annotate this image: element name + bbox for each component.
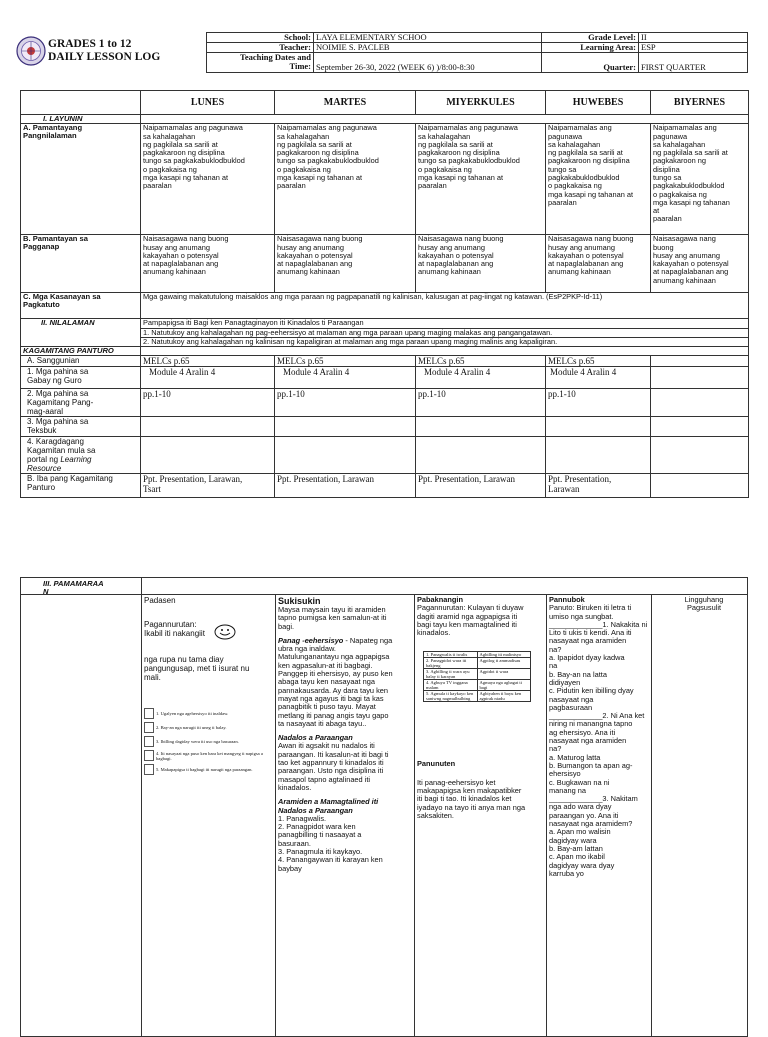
- miy-cell: Agmaya nga agbagat ti bagi: [477, 680, 531, 691]
- miyerkules-activity: [417, 596, 543, 820]
- miyerkules-instruction: Pagannurutan: Kulayan ti duyaw dagiti aramid nga agpapigsa iti bagi tayu ken mamagtalined iti kinadalos.: [417, 603, 524, 638]
- r4-huwebes: [546, 437, 651, 474]
- r1-bot-miyerkules: Module 4 Aralin 4: [416, 367, 546, 389]
- martes-paraangan-heading: Nadalos a Paraangan: [278, 733, 353, 743]
- sanggunian-label: A. Sanggunian: [21, 356, 141, 367]
- r1-bot-biyernes: [651, 367, 749, 389]
- row-b-biyernes: Naisasagawa nang buong husay ang anumang kakayahan o potensyal at napaglalabanan ang anumang kahinaan: [651, 235, 749, 293]
- miyerkules-heading: Pabaknangin: [417, 595, 463, 604]
- r4-biyernes: [651, 437, 749, 474]
- martes-intro: Maysa maysain tayu iti aramiden tapno pumigsa ken samalun-at iti bagi.: [278, 605, 387, 631]
- checkbox[interactable]: [144, 750, 154, 761]
- check-item: [144, 708, 272, 719]
- row-a-lunes: Naipamamalas ang pagunawa sa kahalagahan ng pagkilala sa sarili at pagkakaroon ng disiplina tungo sa pagkakabuklodbuklod o pagkakaisa ng mga kasapi ng tahanan at paaralan: [141, 124, 275, 235]
- checkbox[interactable]: [144, 722, 154, 733]
- row-a-label: A. Pamantayang Pangnilalaman: [21, 124, 141, 235]
- day-biyernes: BIYERNES: [651, 91, 749, 115]
- row-c-label: C. Mga Kasanayan sa Pagkatuto: [21, 293, 141, 319]
- rb-huwebes: Ppt. Presentation, Larawan: [546, 474, 651, 498]
- quarter-label: Quarter:: [542, 53, 639, 73]
- school-value: LAYA ELEMENTARY SCHOO: [314, 33, 542, 43]
- header-logo: [16, 33, 46, 69]
- r1-top-biyernes: [651, 356, 749, 367]
- huwebes-activity: [549, 596, 649, 878]
- row-a-miyerkules: Naipamamalas ang pagunawa sa kahalagahan ng pagkilala sa sarili at pagkakaroon ng disiplina tungo sa pagkakabuklodbuklod o pagkakaisa ng mga kasapi ng tahanan at paaralan: [416, 124, 546, 235]
- r2-huwebes: pp.1-10: [546, 389, 651, 417]
- r1-top-huwebes: MELCs p.65: [546, 356, 651, 367]
- check-item-text: 4. Iti nasayaat nga puso ken bara ket mangyeg ti napigsa a bagbagi.: [156, 750, 263, 761]
- r4-label-italic: Learning Resource: [27, 455, 92, 474]
- r1-bot-lunes: Module 4 Aralin 4: [141, 367, 275, 389]
- miy-cell: Agpilog ti ammadisau: [477, 658, 531, 669]
- school-label: School:: [207, 33, 314, 43]
- check-item-text: 1. Ugalyen nga agehersisyo iti inaldaw.: [156, 711, 229, 716]
- smiley-face-icon: [214, 615, 236, 642]
- check-item: [144, 736, 272, 747]
- row-a-biyernes: Naipamamalas ang pagunawa sa kahalagahan ng pagkilala sa sarili at pagkakaroon ng disiplina tungo sa pagkakabuklodbuklod o pagkakaisa ng mga kasapi ng tahanan at paaralan: [651, 124, 749, 235]
- teaching-dates-label-line2: Time:: [289, 61, 311, 71]
- huwebes-heading: Pannubok: [549, 595, 585, 604]
- martes-paraangan: [278, 734, 412, 792]
- grade-level-value: II: [639, 33, 748, 43]
- lunes-checklist: [144, 708, 272, 775]
- check-item: [144, 722, 272, 733]
- lunes-instruction-2: nga rupa nu tama diay pangungusap, met ti isurat nu mali.: [144, 655, 250, 682]
- nilalaman-title: Pampapigsa iti Bagi ken Panagtaginayon iti Kinadalos ti Paraangan: [141, 319, 749, 328]
- miy-cell: Agbiyahen ti bayu ken agpirak niadu: [477, 691, 531, 702]
- r4-lunes: [141, 437, 275, 474]
- rb-lunes: Ppt. Presentation, Larawan, Tsart: [141, 474, 275, 498]
- lunes-instruction: [144, 611, 272, 647]
- martes-ehersisyo: [278, 637, 412, 728]
- martes-ehersisyo-text: - Napateg nga ubra nga inaldaw. Matulunganantayu nga agpapigsa ken agpasalun-at iti bagbagi. Panggep iti ehersisyo, ay puso ken abaga tayu ken nasayaat nga pannakausarda. Ay dara tayu ken mayat nga agayus iti bagi ta kas panagbitik ti puso tayu. Mayat metlang iti panag angis tayu gapo ta nasayaat iti abaga tayu..: [278, 635, 393, 728]
- row-b-label: B. Pamantayan sa Pagganap: [21, 235, 141, 293]
- pamantayang-pangnilalaman-row: [21, 124, 749, 235]
- panunuten-heading: Panunuten: [417, 759, 456, 769]
- miy-cell: 2. Panagpidot wara iti bakjeng: [424, 658, 478, 669]
- rb-miyerkules: Ppt. Presentation, Larawan: [416, 474, 546, 498]
- grade-level-label: Grade Level:: [542, 33, 639, 43]
- martes-aramiden: [278, 798, 412, 873]
- rb-label: B. Iba pang Kagamitang Panturo: [21, 474, 141, 498]
- huwebes-quiz: Panuto: Biruken iti letra ti umiso nga sungbat. _____________1. Nakakita ni Lito ti ukis ti kendi. Ana iti nasayaat nga aramiden na? a. Ipapidot dyay kadwa na b. Bay-an na latta didiyayen c. Pidutin ken ibilling dyay nasayaat nga pagbasuraan _____________2. Ni Ana ket niring ni manangna tapno ag ehersisyo. Ana iti nasayaat nga aramiden na? a. Maturog latta b. Bumangon ta apan ag- ehersisyo c. Bugkawan na ni manang na _____________3. Nakitam nga ado wara dyay paraangan yo. Ana iti nasayaat nga aramidem? a. Apan mo walisin dagidyay wara b. Bay-am lattan c. Apan mo ikabil dagidyay wara dyay karruba yo: [549, 603, 648, 878]
- rb-biyernes: [651, 474, 749, 498]
- lunes-heading: Padasen: [144, 596, 176, 605]
- day-huwebes: HUWEBES: [546, 91, 651, 115]
- day-header-row: [21, 91, 749, 115]
- checkbox[interactable]: [144, 708, 154, 719]
- pamamaraan-label: III. PAMAMARAA N: [43, 579, 104, 597]
- panunuten-text: Iti panag-eehersisyo ket makapapigsa ken makapatibker iti bagi ti tao. Iti kinadalos ket iyadayo na tayo iti anya man nga saksakiten.: [417, 777, 526, 820]
- r1-top-martes: MELCs p.65: [275, 356, 416, 367]
- r1-bot-huwebes: Module 4 Aralin 4: [546, 367, 651, 389]
- kagamitang-panturo-label: KAGAMITANG PANTURO: [21, 347, 141, 356]
- r4-label-text: 4. Karagdagang Kagamitan mula sa portal ng: [27, 437, 96, 465]
- day-miyerkules: MIYERKULES: [416, 91, 546, 115]
- teaching-dates-label: [207, 53, 314, 73]
- r3-miyerkules: [416, 417, 546, 437]
- day-martes: MARTES: [275, 91, 416, 115]
- logo-title-line1: GRADES 1 to 12: [48, 38, 132, 50]
- teacher-value: NOIMIE S. PACLEB: [314, 43, 542, 53]
- r2-lunes: pp.1-10: [141, 389, 275, 417]
- miy-cell: 5. Agmula ti kaykayo ken saniwng nagmulbulbing: [424, 691, 478, 702]
- learning-area-value: ESP: [639, 43, 748, 53]
- nilalaman-label: II. NILALAMAN: [21, 319, 141, 347]
- check-item-text: 2. Bay-an nga narugit iti uneg ti balay.: [156, 725, 227, 730]
- miy-cell: Agbilling iti malinisyo: [477, 652, 531, 658]
- martes-aramiden-heading: Aramiden a Mamagtalined iti Nadalos a Paraangan: [278, 797, 379, 815]
- miy-cell: 3. Agbilling ti wara ayu balay ti karayan: [424, 669, 478, 680]
- kagamitang-blank: [141, 347, 749, 356]
- row-a-huwebes: Naipamamalas ang pagunawa sa kahalagahan ng pagkilala sa sarili at pagkakaroon ng disiplina tungo sa pagkakabuklodbuklod o pagkakaisa ng mga kasapi ng tahanan at paaralan: [546, 124, 651, 235]
- nilalaman-objective-1: 1. Natutukoy ang kahalagahan ng pag-eehersisyo at malaman ang mga paraan upang maging malakas ang pangangatawan.: [141, 328, 749, 337]
- day-lunes: LUNES: [141, 91, 275, 115]
- r4-martes: [275, 437, 416, 474]
- learning-area-label: Learning Area:: [542, 43, 639, 53]
- corner-cell: [21, 91, 141, 115]
- miyerkules-activity-table: [423, 651, 531, 702]
- r3-martes: [275, 417, 416, 437]
- row-b-lunes: Naisasagawa nang buong husay ang anumang kakayahan o potensyal at napaglalabanan ang anumang kahinaan: [141, 235, 275, 293]
- lunes-instruction-text: Pagannurutan: Ikabil iti nakangiit: [144, 620, 205, 638]
- row-b-miyerkules: Naisasagawa nang buong husay ang anumang kakayahan o potensyal at napaglalabanan ang anumang kahinaan: [416, 235, 546, 293]
- biyernes-activity: Lingguhang Pagsusulit: [684, 595, 724, 613]
- check-item: [144, 750, 272, 761]
- r1-top-miyerkules: MELCs p.65: [416, 356, 546, 367]
- row-c-text: Mga gawaing makatutulong maisaklos ang mga paraan ng pagpapanatili ng kalinisan, kalusugan at pag-iingat ng katawan. (EsP2PKP-Id-11): [141, 293, 749, 319]
- teaching-dates-label-line1: Teaching Dates and: [239, 52, 311, 62]
- teaching-dates-value: September 26-30, 2022 (WEEK 6) )/8:00-8:30: [314, 53, 542, 73]
- r4-miyerkules: [416, 437, 546, 474]
- r4-label: [21, 437, 141, 474]
- martes-ehersisyo-heading: Panag -eehersisyo: [278, 635, 344, 645]
- martes-paraangan-text: Awan iti agsakit nu nadalos iti paraangan. Iti kasalun-at iti bagi ti tao ket agpannury ti kinadalos iti paraangan. Usto nga disiplina iti masapol tapno agtalinaed iti kinadalos.: [278, 741, 389, 792]
- checkbox[interactable]: [144, 764, 154, 775]
- logo-title-line2: DAILY LESSON LOG: [48, 51, 161, 63]
- r2-label: 2. Mga pahina sa Kagamitang Pang- mag-aaral: [21, 389, 141, 417]
- layunin-label: I. LAYUNIN: [21, 115, 141, 124]
- r3-label: 3. Mga pahina sa Teksbuk: [21, 417, 141, 437]
- martes-activity: [278, 596, 412, 873]
- r1-bot-martes: Module 4 Aralin 4: [275, 367, 416, 389]
- r1-label: 1. Mga pahina sa Gabay ng Guro: [21, 367, 141, 389]
- r3-huwebes: [546, 417, 651, 437]
- deped-seal-icon: [16, 33, 46, 69]
- r1-top-lunes: MELCs p.65: [141, 356, 275, 367]
- rb-martes: Ppt. Presentation, Larawan: [275, 474, 416, 498]
- kasanayan-row: [21, 293, 749, 319]
- pamantayan-sa-pagganap-row: [21, 235, 749, 293]
- check-item-text: 3. Ibilling dagiday wera iti uso nga basuraan.: [156, 739, 239, 744]
- header-info-table: [206, 32, 748, 73]
- r2-miyerkules: pp.1-10: [416, 389, 546, 417]
- miy-cell: Agpidot ti wara: [477, 669, 531, 680]
- miy-cell: 4. Agbuya TV inggana malam: [424, 680, 478, 691]
- r2-biyernes: [651, 389, 749, 417]
- teacher-label: Teacher:: [207, 43, 314, 53]
- martes-heading: Sukisukin: [278, 596, 321, 606]
- lesson-log-table: [20, 90, 749, 498]
- miy-cell: 1. Panagwalis ti iwalis: [424, 652, 478, 658]
- quarter-value: FIRST QUARTER: [639, 53, 748, 73]
- martes-aramiden-text: 1. Panagwalis. 2. Panagpidot wara ken panagbilling ti nasaayat a basuraan. 3. Panagmula iti kaykayo. 4. Panangaywan iti karayan ken baybay: [278, 813, 383, 873]
- checkbox[interactable]: [144, 736, 154, 747]
- r3-biyernes: [651, 417, 749, 437]
- r3-lunes: [141, 417, 275, 437]
- check-item: [144, 764, 272, 775]
- row-b-martes: Naisasagawa nang buong husay ang anumang kakayahan o potensyal at napaglalabanan ang anumang kahinaan: [275, 235, 416, 293]
- pamamaraan-table: [20, 577, 748, 1037]
- r2-martes: pp.1-10: [275, 389, 416, 417]
- check-item-text: 5. Makapapigsa ti bagbagi iti narugit nga paraangan.: [156, 767, 253, 772]
- row-b-huwebes: Naisasagawa nang buong husay ang anumang kakayahan o potensyal at napaglalabanan ang anumang kahinaan: [546, 235, 651, 293]
- nilalaman-objective-2: 2. Natutukoy ang kahalagahan ng kalinisan ng kapaligiran at malaman ang mga paraan upang maging malinis ang kapaligiran.: [141, 337, 749, 346]
- row-a-martes: Naipamamalas ang pagunawa sa kahalagahan ng pagkilala sa sarili at pagkakaroon ng disiplina tungo sa pagkakabuklodbuklod o pagkakaisa ng mga kasapi ng tahanan at paaralan: [275, 124, 416, 235]
- lunes-activity: [144, 596, 272, 778]
